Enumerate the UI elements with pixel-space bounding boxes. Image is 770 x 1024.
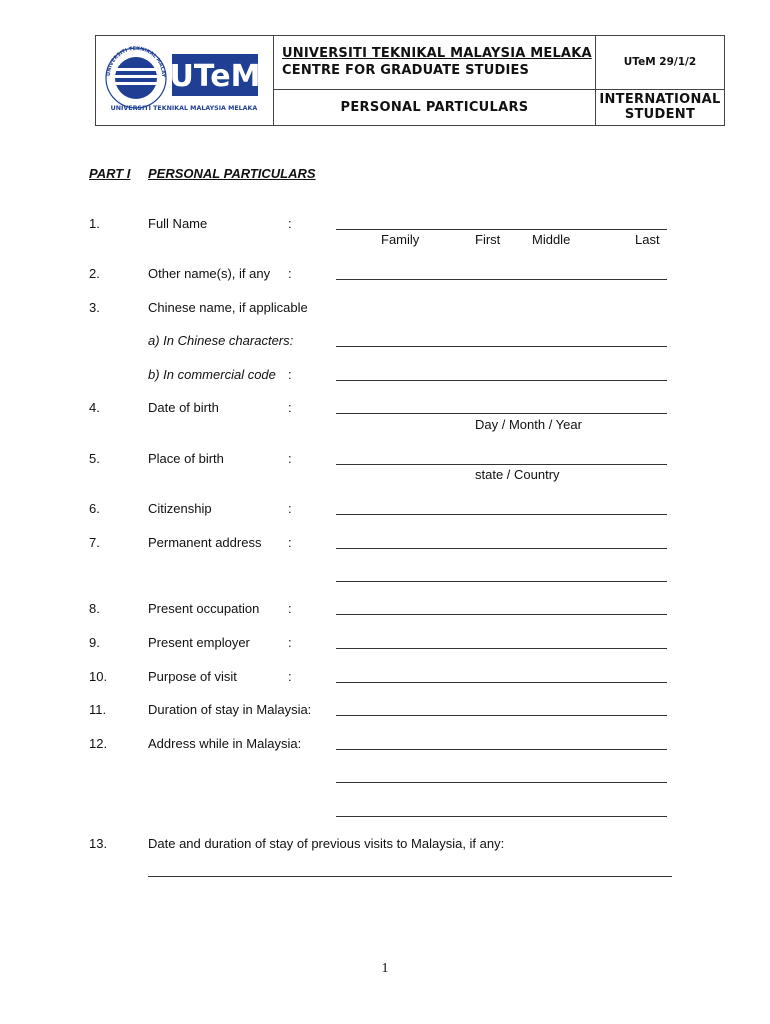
field-number: 3. [89, 300, 100, 315]
colon: : [288, 216, 292, 231]
previous-visits-field[interactable] [148, 876, 672, 877]
other-names-label: Other name(s), if any [148, 266, 271, 281]
other-names-field[interactable] [336, 279, 667, 280]
part-number: PART I [89, 166, 131, 181]
field-number: 2. [89, 266, 100, 281]
present-occupation-field[interactable] [336, 614, 667, 615]
university-name: UNIVERSITI TEKNIKAL MALAYSIA MELAKA [282, 46, 592, 62]
field-number: 11. [89, 702, 107, 717]
place-format-hint: state / Country [475, 467, 560, 482]
purpose-of-visit-label: Purpose of visit [148, 669, 237, 684]
field-number: 9. [89, 635, 100, 650]
colon: : [288, 266, 292, 281]
colon: : [288, 501, 292, 516]
page-number: 1 [381, 961, 389, 976]
place-of-birth-field[interactable] [336, 464, 667, 465]
form-code: UTeM 29/1/2 [596, 36, 725, 90]
first-sublabel: First [475, 232, 501, 247]
utem-logo [96, 36, 273, 120]
place-of-birth-label: Place of birth [148, 451, 224, 466]
date-of-birth-label: Date of birth [148, 400, 219, 415]
logo-cell [96, 36, 274, 126]
field-number: 4. [89, 400, 100, 415]
field-number: 12. [89, 736, 108, 751]
citizenship-label: Citizenship [148, 501, 212, 516]
malaysia-address-label: Address while in Malaysia: [148, 736, 302, 751]
present-employer-label: Present employer [148, 635, 250, 650]
part-title: PERSONAL PARTICULARS [148, 166, 316, 181]
section-title: PERSONAL PARTICULARS [274, 89, 596, 125]
field-number: 7. [89, 535, 100, 550]
colon: : [288, 535, 292, 550]
permanent-address-field-1[interactable] [336, 548, 667, 549]
commercial-code-label: b) In commercial code [148, 367, 276, 382]
colon: : [288, 367, 292, 382]
logo-ring-text: UNIVERSITI TEKNIKAL MALAY [105, 45, 167, 78]
last-sublabel: Last [635, 232, 660, 247]
full-name-label: Full Name [148, 216, 208, 231]
colon: : [288, 601, 292, 616]
commercial-code-field[interactable] [336, 380, 667, 381]
logo-caption: UNIVERSITI TEKNIKAL MALAYSIA MELAKA [110, 105, 258, 112]
permanent-address-label: Permanent address [148, 535, 262, 550]
duration-of-stay-label: Duration of stay in Malaysia: [148, 702, 312, 717]
middle-sublabel: Middle [532, 232, 571, 247]
previous-visits-label: Date and duration of stay of previous visits to Malaysia, if any: [148, 836, 505, 851]
centre-name: CENTRE FOR GRADUATE STUDIES [282, 63, 530, 79]
malaysia-address-field-3[interactable] [336, 816, 667, 817]
permanent-address-field-2[interactable] [336, 581, 667, 582]
full-name-field[interactable] [336, 229, 667, 230]
chinese-characters-field[interactable] [336, 346, 667, 347]
field-number: 10. [89, 669, 108, 684]
present-employer-field[interactable] [336, 648, 667, 649]
colon: : [288, 635, 292, 650]
purpose-of-visit-field[interactable] [336, 682, 667, 683]
colon: : [288, 400, 292, 415]
logo-word: UTeM [169, 59, 261, 94]
date-format-hint: Day / Month / Year [475, 417, 582, 432]
date-of-birth-field[interactable] [336, 413, 667, 414]
citizenship-field[interactable] [336, 514, 667, 515]
family-sublabel: Family [381, 232, 420, 247]
form-header [95, 35, 725, 126]
field-number: 6. [89, 501, 100, 516]
chinese-name-label: Chinese name, if applicable [148, 300, 308, 315]
colon: : [288, 669, 292, 684]
student-category: INTERNATIONAL STUDENT [596, 89, 725, 125]
duration-of-stay-field[interactable] [336, 715, 667, 716]
field-number: 13. [89, 836, 108, 851]
field-number: 5. [89, 451, 100, 466]
chinese-characters-label: a) In Chinese characters: [148, 333, 294, 348]
present-occupation-label: Present occupation [148, 601, 260, 616]
title-cell [274, 36, 596, 90]
colon: : [288, 451, 292, 466]
field-number: 1. [89, 216, 100, 231]
malaysia-address-field-2[interactable] [336, 782, 667, 783]
field-number: 8. [89, 601, 100, 616]
malaysia-address-field-1[interactable] [336, 749, 667, 750]
